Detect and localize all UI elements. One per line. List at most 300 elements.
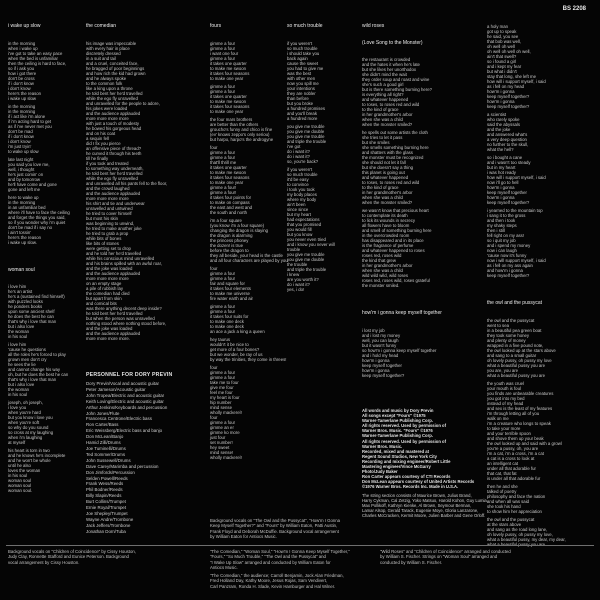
text-line: gimme a four (210, 270, 236, 276)
text-line: cause the sweet (287, 60, 319, 66)
text-line: Don McLean/Banjo (86, 434, 124, 440)
text-line: she's such a good girl (362, 82, 404, 88)
text-line: more more more more. (86, 335, 130, 341)
text-line: but i also love (8, 324, 35, 330)
text-line: but what i didn't (487, 69, 517, 74)
text-line: to contemplate its death (362, 213, 408, 219)
text-line: till he finally (86, 155, 109, 161)
song-lines (86, 41, 208, 341)
text-line: a scientist (487, 112, 507, 117)
text-line: and triple the trouble (287, 266, 327, 272)
text-line: an intelligent cat (487, 460, 519, 466)
song-title: i wake up slow (8, 23, 41, 29)
text-line: gimme an er (210, 424, 234, 430)
text-line: late last night (8, 156, 34, 162)
lyrics-column-3 (210, 14, 286, 484)
text-line: wholly mackerel! (210, 409, 242, 415)
text-line: when she was a child (362, 268, 403, 274)
text-line: a very deep question (487, 137, 527, 142)
text-line: gimme a four (210, 55, 236, 61)
text-line: woman soul. (8, 488, 33, 494)
text-line: it takes four seasons (210, 103, 250, 109)
text-line: roses red, roses wild, roses grateful (362, 278, 430, 284)
text-line: it takes four points for (210, 194, 252, 200)
text-line: and sex is the least of my features (487, 405, 553, 411)
text-line: it takes one quarter (210, 93, 247, 99)
text-line: the comedian had died (86, 290, 130, 296)
text-line: and smell of something burning here (362, 228, 432, 234)
text-line: and by tomorrow (8, 176, 41, 182)
text-line: to make one deck (210, 318, 244, 324)
text-line: if i don't know (8, 80, 34, 86)
text-line: that you promised (287, 221, 322, 227)
text-line: she should not let it fall (362, 160, 406, 166)
text-line: has disappeared and in its place (362, 238, 424, 244)
text-line: woman soul (8, 483, 31, 489)
text-line: "Fours," "So Much Trouble," "The Owl and the Pussycat" and (210, 554, 326, 560)
text-line: in the morning (8, 103, 36, 109)
text-line: the trouble (287, 261, 308, 267)
text-line: he told bent her he'd travelled (86, 170, 143, 176)
text-line: like bits of stones (86, 240, 119, 246)
text-line: and he always spoke (86, 75, 127, 81)
text-line: you give me trouble (287, 133, 325, 139)
text-line: when the monster smiled? (362, 122, 413, 128)
text-line: was there anything decent deep inside? (86, 305, 162, 311)
credit-line: Max Pollikoff, Kathryn Kienke, Al Brown, Seymour Berman, (362, 502, 472, 508)
text-line: discretely dressed (86, 50, 121, 56)
song-title: how'm i gonna keep myself together (362, 310, 442, 317)
text-line: as i fell on my ass again (487, 263, 533, 268)
song-title: the comedian (86, 23, 117, 29)
text-line: you got into my bed (487, 395, 525, 401)
text-line: and shove them up your beak (487, 435, 544, 441)
text-line: and on his coat (86, 130, 116, 136)
text-line: now you spill me (287, 80, 319, 86)
text-line: with every hair in place (86, 45, 130, 51)
text-line: hip number (210, 399, 232, 405)
text-line: he ponders books (8, 304, 43, 310)
text-line: in her grandmother's arbor (362, 112, 413, 118)
text-line: woman soul (8, 478, 31, 484)
text-line: you're a pussy, oh, you are (487, 445, 539, 451)
text-line: wouldn't it be nice to (210, 341, 249, 347)
credit-line: Mastering engineer/Vince McGarry (362, 464, 431, 470)
text-line: and sang to a small guitar (487, 352, 537, 358)
text-line: and shatters with the glass (362, 150, 413, 156)
text-line: vocal arrangement by Cissy Houston. (8, 559, 80, 565)
text-line: then he and she (487, 483, 518, 489)
text-line: your intentions (287, 85, 315, 91)
text-line: but when the person was unravelled (86, 315, 155, 321)
text-line: where i'll have to face the ceiling (8, 209, 70, 215)
credit-line: Recording and mixing engineer/Robert Little (362, 458, 451, 464)
text-line: than before (287, 95, 309, 101)
text-line: so i quit my job (487, 238, 516, 243)
footer-credit-2 (210, 549, 360, 589)
text-line: he curved it through his teeth (86, 150, 142, 156)
text-line: he bowed his gorgeous head (86, 125, 142, 131)
text-line: while the ego fly unravelled (86, 175, 138, 181)
credit-line: Recorded, mixed and mastered at (362, 448, 430, 454)
song-lines (210, 41, 286, 460)
credit-line: Warner Bros. Music. (362, 443, 403, 449)
text-line: keep myself together? (487, 104, 530, 109)
text-line: we wasn't know that precious heart (362, 208, 429, 214)
text-line: gimme a four (210, 83, 236, 89)
text-line: if you weren't (287, 166, 313, 172)
text-line: she smells something burning here (362, 145, 429, 151)
text-line: here to wake up (8, 194, 39, 200)
text-line: Eric Weissberg/Electric bass and banjo (86, 428, 163, 434)
text-line: it takes one quarter (210, 164, 247, 170)
song-title: fours (210, 23, 222, 29)
text-line: he's an artist (8, 289, 33, 295)
text-line: a pile of rubbish lay (86, 285, 124, 291)
text-line: gimme a four! (210, 189, 237, 195)
text-line: it takes four seasons (210, 174, 250, 180)
text-line: as i fell on my head (487, 84, 525, 89)
text-line: i want one four (210, 50, 239, 56)
text-line: and how'm i gonna (487, 268, 523, 273)
text-line: they order soup and roast and wine (362, 77, 430, 83)
text-line: keep myself together? (362, 372, 405, 378)
text-line: how'm i gonna (487, 89, 515, 94)
text-line: keep myself together? (487, 200, 530, 205)
text-line: you give me double (287, 128, 325, 134)
text-line: i'm a four square (210, 217, 242, 223)
text-line: i love him (8, 284, 27, 290)
text-line: and when all was said (487, 498, 530, 504)
text-line: that's why i love that man (8, 377, 57, 383)
text-line: and the crowd laughed (86, 185, 130, 191)
text-line: Carl Panzram, Ronda H. Slade, Kevin Hamburger and Hal Wilner. (210, 583, 336, 589)
text-line: Phil Bodner/Reeds (86, 487, 123, 493)
text-line: he told bent her he'd travelled (86, 90, 143, 96)
text-line: Joe Tuminelli/Drums (86, 445, 126, 451)
text-line: gimme a four (210, 308, 236, 314)
text-line: i love him (8, 342, 27, 348)
text-line: he sees the lie (8, 362, 36, 368)
text-line: Dave Carey/Marimba and percussion (86, 463, 159, 469)
text-line: but you broke (287, 100, 314, 106)
text-line: she tries to let it pass (362, 135, 403, 141)
personnel-title: PERSONNEL FOR DORY PREVIN (86, 372, 173, 378)
text-line: the princess phoney (210, 237, 249, 243)
text-line: do i want it? (287, 153, 310, 159)
text-line: Dory Previn/Vocal and acoustic guitar (86, 381, 159, 386)
text-line: "The Comedian," "Woman Soul," "How'm I Gonna Keep Myself Together," (210, 549, 350, 554)
text-line: the south and north (210, 209, 248, 215)
text-line: i was hot ready (487, 170, 516, 175)
text-line: instead of my head (487, 400, 524, 406)
text-line: the woman (8, 329, 30, 335)
text-line: if i don't know (8, 133, 34, 139)
text-line: all the roles he's forced to play (8, 352, 66, 358)
text-line: gimme a four (210, 369, 236, 375)
credit-line: Don McLean appears courtesy of United Artists Records (362, 479, 475, 485)
text-line: the restaurant is crowded (362, 57, 411, 63)
text-line: you had to give me (287, 65, 324, 71)
text-line: how will i support myself, i said (487, 79, 546, 84)
song-lines (287, 41, 359, 292)
text-line: the kind that grew (362, 258, 396, 264)
text-line: and the audience applauded (86, 330, 141, 336)
text-line: to make me swoon (210, 65, 247, 71)
text-line: you are, you are (487, 367, 519, 373)
credit-line: Warner-Tamerlane Publishing Corp. (362, 418, 433, 424)
text-line: just four (210, 434, 226, 440)
song-title: so much trouble (287, 23, 323, 29)
text-line: he tried to make another joke (86, 225, 142, 231)
text-line: how'm i gonna (487, 195, 515, 200)
text-line: to make one year (210, 75, 244, 81)
text-line: but she smiles (362, 140, 390, 146)
text-line: but most his skin (86, 215, 119, 221)
text-line: all flowers have to bloom (362, 223, 410, 229)
text-line: Wayne Andre/Trombone (86, 516, 134, 522)
text-line: that's why i love that man (8, 319, 57, 325)
text-line: i'm through letting all of you (487, 410, 540, 416)
text-line: your mouth is foul (487, 385, 521, 391)
text-line: Frank Floyd and Deborah McDuffie. Background vocal arrangement (210, 528, 339, 534)
text-line: and unravelled for the people to adore, (86, 100, 160, 106)
text-line: at the stars above (487, 521, 522, 527)
text-line: and answered what's (487, 132, 528, 137)
text-line: but my heart (287, 211, 311, 217)
text-line: but apart from skin (86, 295, 122, 301)
text-line: with other men (287, 75, 316, 81)
text-line: roses red, roses wild (362, 253, 402, 259)
text-line: said the abyssals (487, 122, 520, 127)
text-line: but you know i love you (8, 415, 53, 421)
text-line: and i hold my head (362, 352, 399, 358)
text-line: is under all that adorable fur (487, 475, 541, 481)
text-line: then the ceiling is hard to face, (8, 60, 67, 66)
text-line: you give me double (287, 256, 325, 262)
text-line: give me four (210, 384, 234, 390)
text-line: more more more more (86, 195, 129, 201)
text-line: to wake up slow (8, 148, 39, 154)
text-line: four (210, 144, 218, 150)
credit-line: Warner Bros. Music. "Fours" ©1976 (362, 428, 433, 434)
text-line: Background vocals on "The Owl and the Pussycat", "How'm I Gonna (210, 518, 341, 523)
text-line: to make me swoon (210, 98, 247, 104)
text-line: to lick its wounds in secrecy (362, 218, 416, 224)
text-line: in his soul (8, 334, 28, 340)
text-line: now i'll go to hell (487, 180, 519, 185)
text-line: and your terrible spoon (487, 430, 531, 436)
text-line: his image was impeccable (86, 40, 137, 46)
text-line: grown men don't cry (8, 357, 47, 363)
text-line: by William S. Fischer. Strings on "Woman Soul" arranged and (380, 554, 498, 560)
credit-line: Ron Carter appears courtesy of CTI Records (362, 474, 451, 480)
text-line: it takes four elements (210, 285, 251, 291)
lyrics-column-2 (86, 14, 208, 364)
text-line: in an unfamiliar bed (8, 204, 46, 210)
text-line: no further to the skull, (487, 142, 529, 147)
text-line: upon some ancient shelf (8, 309, 55, 315)
text-line: are you worth it? (287, 276, 319, 282)
text-line: and the joke (487, 127, 511, 132)
text-line: his shirt and tie and underwear (86, 200, 145, 206)
text-line: i lost my job (362, 327, 385, 333)
text-line: where my body (287, 196, 317, 202)
text-line: 'cause he questions (8, 347, 46, 353)
text-line: Francesca Centrone/Electric bass (86, 416, 152, 422)
credit-line: The string section consists of Maurice Brown, Julius Brand, (362, 492, 472, 498)
text-line: went to sea (487, 322, 509, 328)
text-line: unravelled and untwined (86, 205, 133, 211)
text-line: and sang as the road long lane, (487, 526, 548, 532)
text-line: so i found a girl (487, 59, 517, 64)
text-line: an ace a jack a king a queen (210, 328, 265, 334)
text-line: had expectations (287, 216, 320, 222)
text-line: this planet is going out (362, 170, 405, 176)
text-line: what a beautiful pussy you are (487, 372, 546, 378)
song-title: wild roses (362, 23, 385, 29)
text-line: the monster must be recognized (362, 155, 424, 161)
text-line: you give me trouble (287, 251, 325, 257)
text-line: and the audience applauded (86, 190, 141, 196)
text-line: and i kept my fear (487, 64, 522, 69)
text-line: oh well oh well (487, 44, 515, 49)
text-line: his jokes were loaded (86, 105, 128, 111)
text-line: with just a touch of modesty (86, 120, 140, 126)
text-line: so cross at my laughing (8, 430, 54, 436)
text-line: Burt Collins/Trumpet (86, 499, 126, 505)
catalog-number: BS 2208 (562, 6, 586, 12)
text-line: don't be mad (8, 128, 33, 134)
text-line: when you're hard (8, 410, 41, 416)
text-line: and all four characters are played by you (210, 257, 288, 263)
text-line: i wake up slow. (8, 239, 37, 245)
text-line: he spells out some artists the cloth (362, 130, 428, 136)
text-line: conducted by William S. Fischer. (380, 559, 443, 565)
text-line: Judy Clay, Ronnette Stafford and Eunice Peterson. Background (8, 554, 129, 560)
text-line: more more more more (86, 115, 129, 121)
text-line: at myself (8, 440, 26, 446)
text-line: his heart is torn in two (8, 448, 50, 454)
text-line: did I fix you pierce (86, 140, 121, 146)
text-line: since since (287, 206, 309, 212)
text-line: Don Jimfords/Percussion (86, 469, 135, 475)
text-line: and plenty of money (487, 337, 526, 343)
footer-credit-1 (8, 549, 148, 565)
text-line: i wake up slow (8, 95, 36, 101)
text-line: talked of poetry (487, 488, 517, 494)
credit-line: Photo/Judy Baker (362, 469, 398, 475)
text-line: as if i've never met you (8, 123, 52, 129)
credit-line: ©1976 Warner Bros. Records Inc. Made in U.S.A. (362, 484, 459, 490)
text-line: yes, i do! (287, 286, 305, 292)
text-line: Jack Jeffers/Trombone (86, 522, 131, 528)
text-line: so if you wonder why i'm quiet (8, 219, 66, 225)
text-line: so much trouble (287, 171, 318, 177)
text-line: to convince (287, 181, 309, 187)
text-line: and i lost my money (362, 332, 401, 338)
text-line: Hamid Zilli/Drums (86, 440, 121, 446)
text-line: four (210, 414, 218, 420)
text-line: do i want it? (287, 148, 310, 154)
text-line: how i got there (8, 70, 37, 76)
text-line: four (210, 265, 218, 271)
text-line: to roses, to roses red and wild (362, 102, 420, 108)
text-line: how'm i gonna (487, 185, 515, 190)
text-line: four (210, 364, 218, 370)
text-line: you never even tried (287, 236, 326, 242)
text-line: "I Wake Up Slow" arranged and conducted by William Eaton for (210, 559, 331, 565)
text-line: she took his hand (487, 503, 521, 509)
text-line: keep myself together? (487, 273, 530, 278)
text-line: it takes one quarter (210, 60, 247, 66)
text-line: and a cruel, conceited face, (86, 60, 139, 66)
text-line: but i also love (8, 382, 35, 388)
text-line: and i wasn't too steady (487, 160, 531, 165)
text-line: they took some honey (487, 332, 530, 338)
text-line: i've got (287, 143, 301, 149)
text-line: but she likes her unorthodox (362, 67, 416, 73)
text-line: he'll have come and gone (8, 181, 57, 187)
text-line: i sang it to the gross (487, 213, 526, 218)
song-lines (487, 318, 595, 547)
text-line: "The Comedian," the audience; Carroll Benjamin, Jock Alan Friedman, (210, 573, 344, 579)
text-line: you would fill (287, 226, 312, 232)
text-line: ain't that swell? (487, 54, 517, 59)
text-line: and whatever happened to roses (362, 248, 425, 254)
text-line: to make one year (210, 179, 244, 185)
text-line: oh well oh well oh well, (487, 49, 531, 54)
text-line: gimme a four (210, 374, 236, 380)
text-line: but she doesn't say a thing (362, 165, 413, 171)
song-lines (8, 284, 80, 493)
credit-line: Harry Cykman, Cal Zetzig, Yoko Matsuo, Harold Kohon, Guy Lumia, (362, 497, 488, 503)
text-line: a cat is a cross to look at (487, 455, 535, 461)
text-line: joseph, oh joseph, (8, 400, 43, 406)
text-line: i knew (287, 271, 300, 277)
song-lines (8, 41, 80, 245)
text-line: i should take you (287, 50, 320, 56)
text-line: a hundred more (287, 115, 318, 121)
text-line: he bragged of poor beginnings (86, 65, 145, 71)
text-line: what a beautiful pussy you are (487, 362, 546, 368)
text-line: Antiocs Music. (210, 564, 238, 570)
text-line: John Tropea/Electric and acoustic guitar (86, 392, 165, 398)
text-line: in her grandmother's arbor (362, 190, 413, 196)
text-line: to make one deck (210, 323, 244, 329)
text-line: ain't been (287, 201, 306, 207)
text-line: stay that long, she left me (487, 74, 536, 79)
text-line: in her grandmother's arbor (362, 263, 413, 269)
text-line: they all beside, your head is the castle (210, 252, 283, 258)
text-line: the youth was cruel (487, 380, 525, 386)
text-line: and i spend my money (487, 243, 531, 248)
song-lines (487, 24, 595, 278)
text-line: and he won't be whole (8, 458, 51, 464)
text-line: i don't know (8, 138, 31, 144)
text-line: and cannot change his way (8, 367, 61, 373)
text-line: and you'll break (287, 110, 317, 116)
text-line: mind sense! (210, 449, 234, 455)
text-line: i took you took (287, 186, 315, 192)
text-line: here's the reason (8, 234, 42, 240)
text-line: in a suit and tail (86, 55, 116, 61)
text-line: and then i took (487, 218, 516, 223)
song-lines (362, 328, 484, 378)
text-line: hey taurus (210, 336, 231, 342)
text-line: in the morning (8, 199, 36, 205)
text-line: when i wake up (8, 45, 38, 51)
